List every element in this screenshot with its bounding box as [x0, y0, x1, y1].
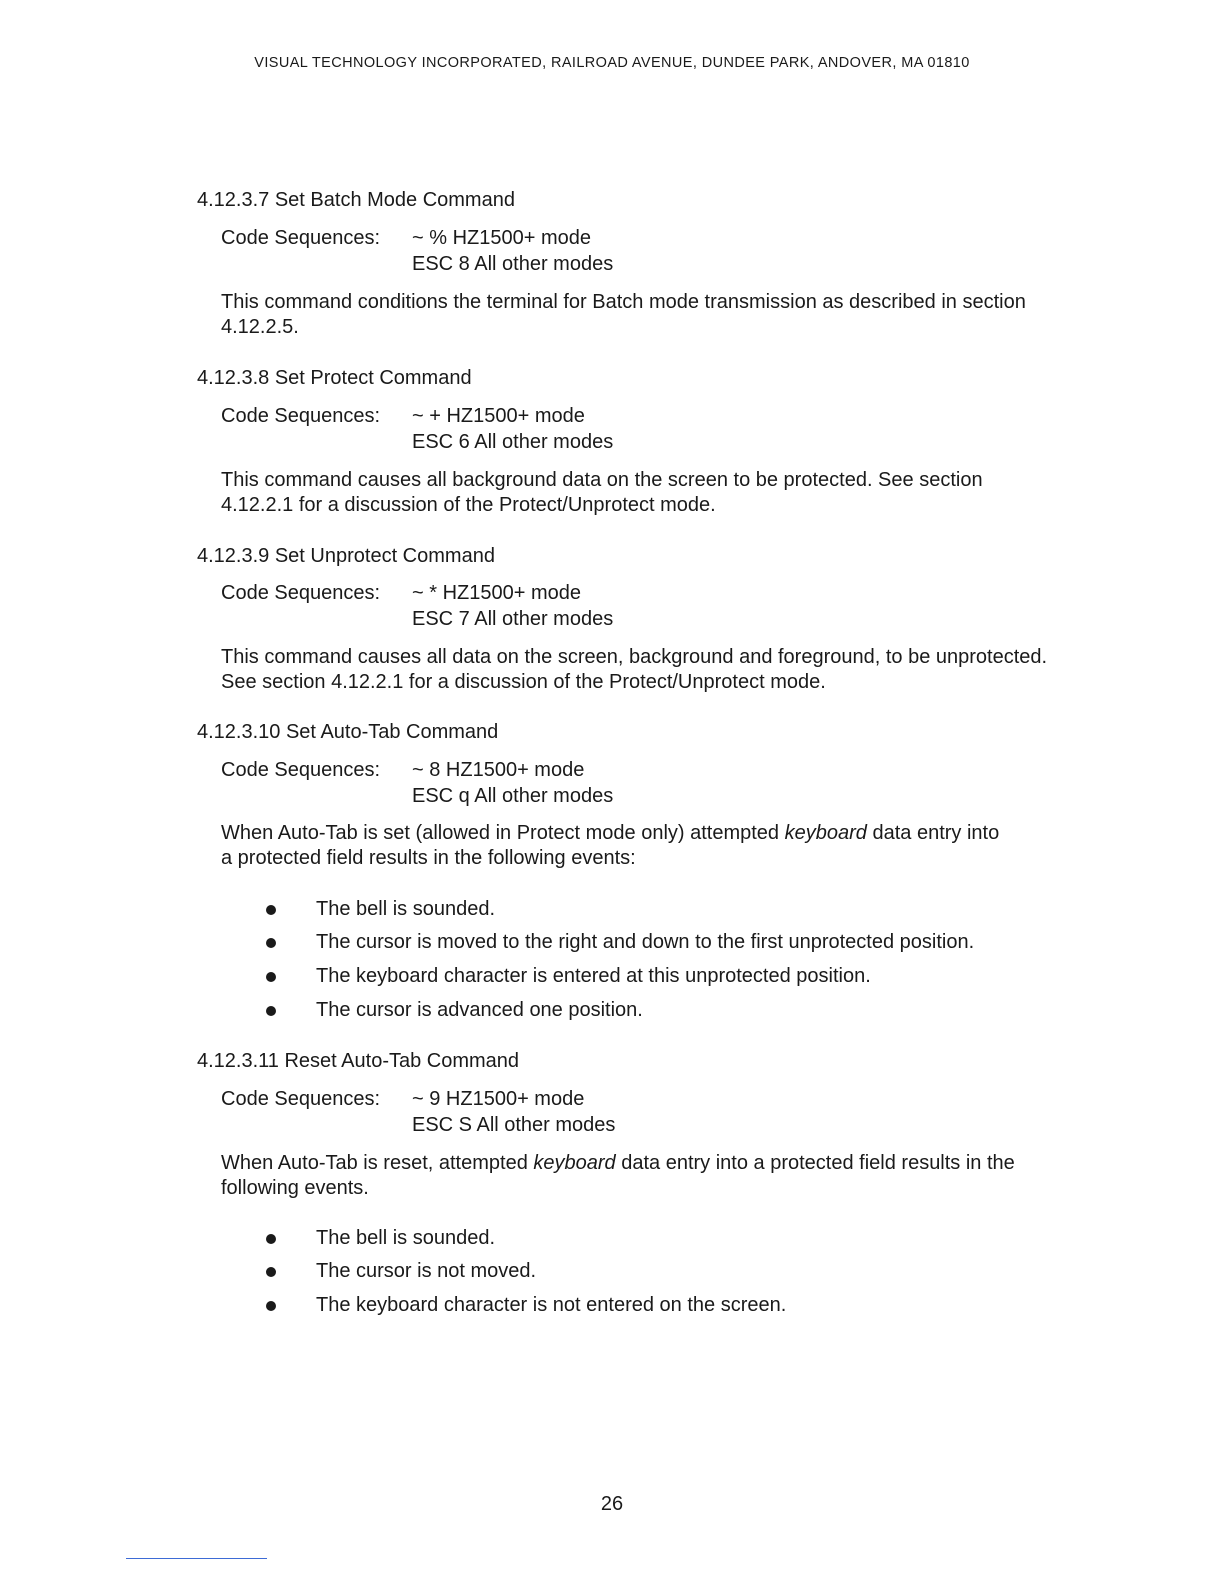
bullet-icon — [266, 1301, 276, 1311]
section-heading: 4.12.3.7 Set Batch Mode Command — [197, 189, 515, 211]
code-sequence: ~ + HZ1500+ mode — [412, 405, 585, 427]
bullet-icon — [266, 972, 276, 982]
code-sequence: ESC q All other modes — [412, 785, 614, 807]
bullet-icon — [266, 1006, 276, 1016]
section-paragraph: This command causes all data on the screen, background and foreground, to be unprotected. See section 4.12.2.1 for a discussion of the Protect/Unprotect mode. — [221, 646, 1048, 693]
section-paragraph: When Auto-Tab is set (allowed in Protect mode only) attempted keyboard data entry into a protected field results in the following events: — [221, 822, 1000, 869]
letterhead: VISUAL TECHNOLOGY INCORPORATED, RAILROAD AVENUE, DUNDEE PARK, ANDOVER, MA 01810 — [254, 55, 970, 71]
bullet-icon — [266, 1267, 276, 1277]
code-sequence: ~ % HZ1500+ mode — [412, 227, 591, 249]
list-item: The bell is sounded. — [316, 898, 496, 920]
code-sequences-label: Code Sequences: — [221, 759, 381, 781]
section-heading: 4.12.3.11 Reset Auto-Tab Command — [197, 1050, 520, 1072]
emphasis-keyboard: keyboard — [533, 1152, 616, 1174]
code-sequence: ESC 6 All other modes — [412, 431, 614, 453]
section-paragraph: This command conditions the terminal for Batch mode transmission as described in section 4.12.2.5. — [221, 291, 1026, 338]
code-sequence: ~ 9 HZ1500+ mode — [412, 1088, 585, 1110]
list-item: The keyboard character is not entered on the screen. — [316, 1294, 787, 1316]
code-sequence: ESC S All other modes — [412, 1114, 616, 1136]
list-item: The cursor is moved to the right and down to the first unprotected position. — [316, 931, 975, 953]
section-heading: 4.12.3.10 Set Auto-Tab Command — [197, 721, 499, 743]
list-item: The bell is sounded. — [316, 1227, 496, 1249]
list-item: The keyboard character is entered at this unprotected position. — [316, 965, 871, 987]
page-number: 26 — [600, 1493, 624, 1515]
list-item: The cursor is not moved. — [316, 1260, 537, 1282]
code-sequence: ESC 8 All other modes — [412, 253, 614, 275]
section-heading: 4.12.3.9 Set Unprotect Command — [197, 545, 495, 567]
bullet-icon — [266, 938, 276, 948]
code-sequence: ~ * HZ1500+ mode — [412, 582, 581, 604]
code-sequence: ESC 7 All other modes — [412, 608, 614, 630]
bullet-icon — [266, 1234, 276, 1244]
emphasis-keyboard: keyboard — [784, 822, 867, 844]
footer-rule — [126, 1558, 267, 1559]
code-sequences-label: Code Sequences: — [221, 227, 381, 249]
code-sequences-label: Code Sequences: — [221, 1088, 381, 1110]
code-sequences-label: Code Sequences: — [221, 582, 381, 604]
section-paragraph: When Auto-Tab is reset, attempted keyboard data entry into a protected field results in the following events. — [221, 1152, 1015, 1199]
list-item: The cursor is advanced one position. — [316, 999, 643, 1021]
bullet-icon — [266, 905, 276, 915]
section-paragraph: This command causes all background data on the screen to be protected. See section 4.12.2.1 for a discussion of the Protect/Unprotect mode. — [221, 469, 983, 516]
section-heading: 4.12.3.8 Set Protect Command — [197, 367, 472, 389]
code-sequence: ~ 8 HZ1500+ mode — [412, 759, 585, 781]
code-sequences-label: Code Sequences: — [221, 405, 381, 427]
